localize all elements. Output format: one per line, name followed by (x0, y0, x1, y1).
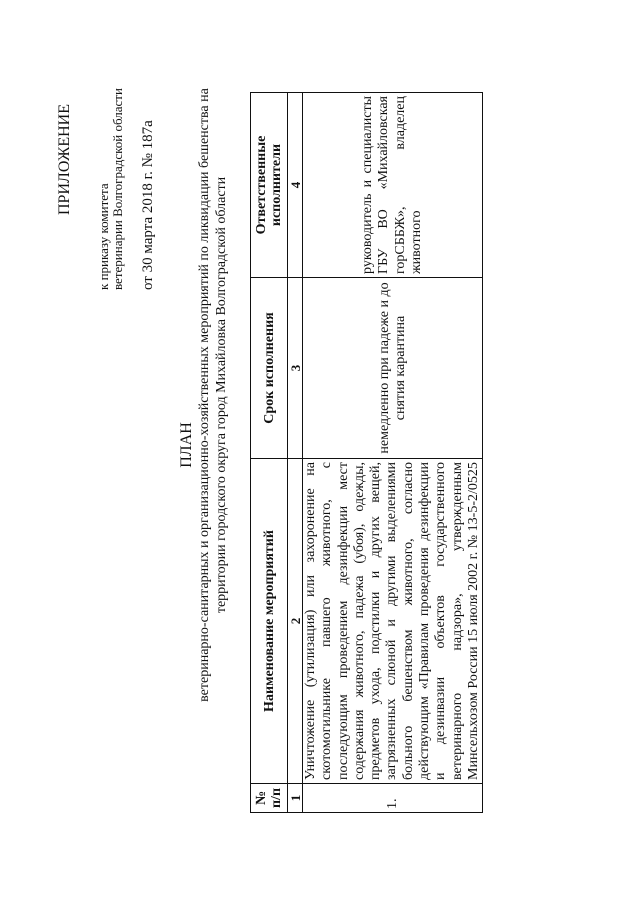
column-number-4: 4 (288, 93, 303, 278)
column-header-number: № п/п (251, 784, 288, 813)
column-header-deadline: Срок исполнения (251, 278, 288, 459)
responsible-text: руководитель и специалисты ГБУ ВО «Михайловская горСББЖ», владелец животного (303, 93, 483, 278)
column-number-2: 2 (288, 459, 303, 784)
column-header-responsible: Ответственные исполнители (251, 93, 288, 278)
row-number: 1. (303, 784, 483, 813)
order-date: от 30 марта 2018 г. № 187а (140, 120, 156, 290)
column-header-measures: Наименование мероприятий (251, 459, 288, 784)
plan-subtitle: ветеринарно-санитарных и организационно-хозяйственных мероприятий по ликвидации бешенства на территории городского округа город Михайловка Волгоградской области (197, 88, 229, 702)
table-row (303, 93, 483, 813)
plan-title: ПЛАН (178, 422, 195, 468)
appendix-title: ПРИЛОЖЕНИЕ (56, 103, 73, 215)
order-reference-line1: к приказу комитета (96, 183, 111, 290)
table-column-numbers-row (288, 93, 303, 813)
column-number-3: 3 (288, 278, 303, 459)
plan-table (250, 92, 483, 813)
measure-description: Уничтожение (утилизация) или захоронение на скотомогильнике павшего животного, с последующим проведением дезинфекции мест содержания животного, падежа (убоя), одежды, предметов ухода, подстилки и других вещей, загрязненных слюной и другими выделениями больного бешенством животного, согласно действующим «Правилам проведения дезинфекции и дезинвазии объектов государственного ветеринарного надзора», утвержденным Минсельхозом России 15 июля 2002 г. № 13-5-2/0525 (303, 459, 483, 784)
column-number-1: 1 (288, 784, 303, 813)
order-reference-line2: ветеринарии Волгоградской области (110, 88, 125, 290)
deadline-text: немедленно при падеже и до снятия карантина (303, 278, 483, 459)
table-header-row (251, 93, 288, 813)
